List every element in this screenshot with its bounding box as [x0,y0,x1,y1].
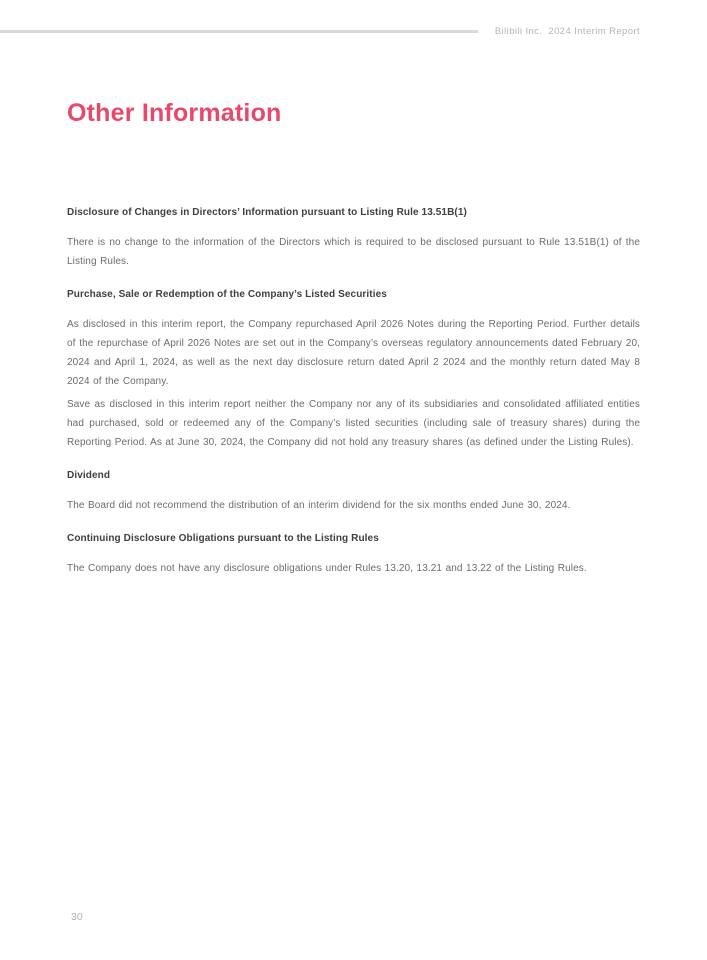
report-header-text: Bilibili Inc. 2024 Interim Report [494,26,640,37]
section-paragraph: Save as disclosed in this interim report neither the Company nor any of its subsidiaries and consolidated affiliated entities had purchased, sold or redeemed any of the Company’s listed securities (including sale of treasury shares) during the Reporting Period. As at June 30, 2024, the Company did not hold any treasury shares (as defined under the Listing Rules). [67,399,640,448]
header-rule [0,30,478,33]
section-paragraph: The Board did not recommend the distribution of an interim dividend for the six months ended June 30, 2024. [67,500,571,511]
document-body [67,203,640,578]
section-heading-directors-information: Disclosure of Changes in Directors’ Information pursuant to Listing Rule 13.51B(1) [67,207,467,218]
page-title: Other Information [67,99,282,127]
section-paragraph: The Company does not have any disclosure obligations under Rules 13.20, 13.21 and 13.22 of the Listing Rules. [67,563,587,574]
section-paragraph: As disclosed in this interim report, the Company repurchased April 2026 Notes during the Reporting Period. Further details of the repurchase of April 2026 Notes are set out in the Company’s overseas regulatory announcements dated February 20, 2024 and April 1, 2024, as well as the next day disclosure return dated April 2 2024 and the monthly return dated May 8 2024 of the Company. [67,319,640,387]
section-heading-continuing-disclosure: Continuing Disclosure Obligations pursuant to the Listing Rules [67,533,379,544]
section-heading-purchase-sale-redemption: Purchase, Sale or Redemption of the Company’s Listed Securities [67,289,387,300]
page-content [67,101,640,582]
page-number: 30 [71,911,83,923]
section-paragraph: There is no change to the information of the Directors which is required to be disclosed pursuant to Rule 13.51B(1) of the Listing Rules. [67,237,640,267]
section-heading-dividend: Dividend [67,470,111,481]
